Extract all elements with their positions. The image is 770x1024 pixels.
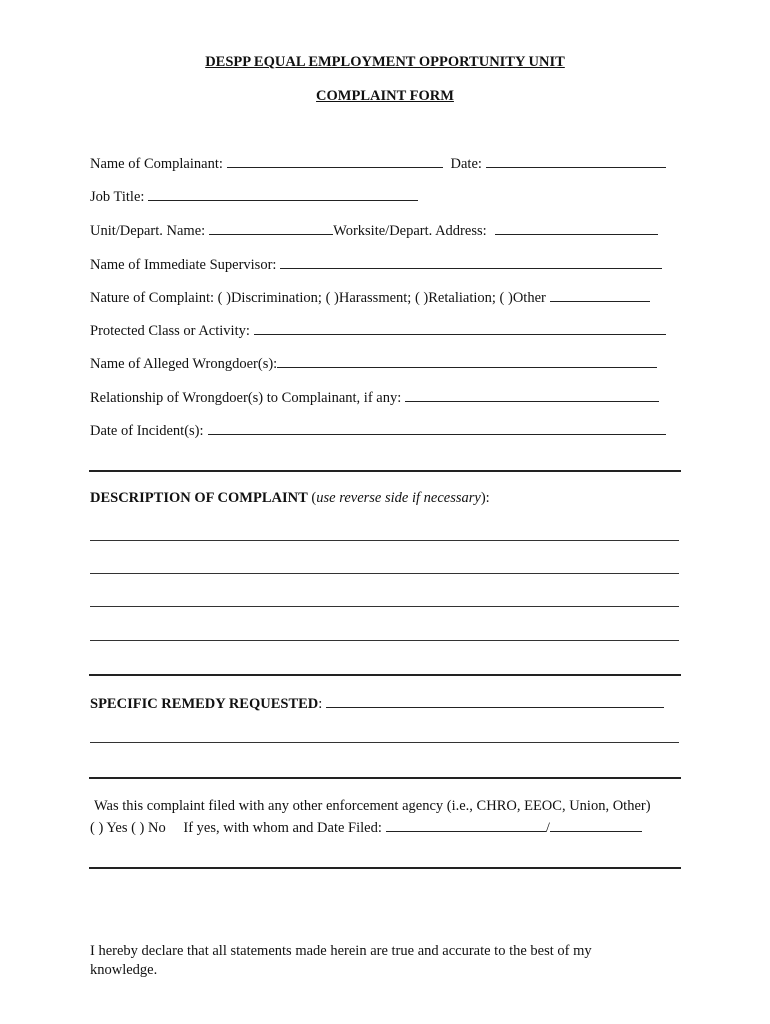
description-heading: DESCRIPTION OF COMPLAINT	[90, 490, 308, 506]
agency-follow-up-label: If yes, with whom and Date Filed:	[183, 820, 382, 836]
worksite-field[interactable]	[495, 220, 658, 235]
section-divider	[89, 470, 681, 472]
unit-label: Unit/Depart. Name:	[90, 223, 206, 239]
description-line[interactable]	[90, 540, 679, 541]
description-line[interactable]	[90, 573, 679, 574]
date-label: Date:	[450, 156, 482, 172]
no-checkbox[interactable]: ( ) No	[131, 820, 166, 836]
job-title-field[interactable]	[148, 186, 418, 201]
relationship-row	[90, 387, 680, 407]
remedy-line[interactable]	[90, 742, 679, 743]
agency-name-field[interactable]	[386, 817, 546, 832]
job-title-row	[90, 186, 680, 206]
supervisor-field[interactable]	[280, 254, 662, 269]
form-title: COMPLAINT FORM	[316, 88, 454, 104]
worksite-label: Worksite/Depart. Address:	[333, 223, 487, 239]
protected-row	[90, 320, 680, 340]
nature-row	[90, 287, 680, 307]
remedy-heading: SPECIFIC REMEDY REQUESTED	[90, 696, 319, 712]
description-heading-row	[90, 490, 680, 507]
checkbox-retaliation[interactable]: ( )Retaliation;	[414, 290, 496, 306]
wrongdoer-label: Name of Alleged Wrongdoer(s):	[90, 356, 278, 372]
description-close: ):	[480, 490, 490, 506]
relationship-label: Relationship of Wrongdoer(s) to Complainant, if any:	[90, 390, 402, 406]
relationship-field[interactable]	[405, 387, 659, 402]
supervisor-label: Name of Immediate Supervisor:	[90, 257, 277, 273]
checkbox-discrimination[interactable]: ( )Discrimination;	[217, 290, 322, 306]
description-line[interactable]	[90, 606, 679, 607]
complainant-row	[90, 153, 680, 173]
complainant-label: Name of Complainant:	[90, 156, 223, 172]
remedy-colon: :	[318, 696, 323, 712]
agency-question: Was this complaint filed with any other enforcement agency (i.e., CHRO, EEOC, Union, Other)	[94, 798, 651, 814]
section-divider	[89, 867, 681, 869]
description-note: use reverse side if necessary	[316, 490, 481, 506]
checkbox-other[interactable]: ( )Other	[499, 290, 546, 306]
checkbox-harassment[interactable]: ( )Harassment;	[325, 290, 412, 306]
wrongdoer-row	[90, 353, 680, 373]
yes-checkbox[interactable]: ( ) Yes	[90, 820, 128, 836]
complainant-field[interactable]	[227, 153, 443, 168]
agency-date-field[interactable]	[550, 817, 642, 832]
date-field[interactable]	[486, 153, 666, 168]
nature-label: Nature of Complaint:	[90, 290, 215, 306]
agency-answer-row	[90, 817, 642, 837]
agency-slash: /	[545, 820, 550, 836]
declaration-text: I hereby declare that all statements made herein are true and accurate to the best of my knowledge.	[90, 943, 592, 978]
unit-row	[90, 220, 680, 240]
incident-date-field[interactable]	[208, 420, 666, 435]
remedy-field[interactable]	[326, 693, 664, 708]
description-line[interactable]	[90, 640, 679, 641]
other-field[interactable]	[550, 287, 650, 302]
unit-heading: DESPP EQUAL EMPLOYMENT OPPORTUNITY UNIT	[205, 54, 565, 70]
section-divider	[89, 777, 681, 779]
supervisor-row	[90, 254, 680, 274]
section-divider	[89, 674, 681, 676]
unit-field[interactable]	[209, 220, 333, 235]
wrongdoer-field[interactable]	[277, 353, 657, 368]
protected-field[interactable]	[254, 320, 666, 335]
protected-label: Protected Class or Activity:	[90, 323, 250, 339]
incident-date-row	[90, 420, 680, 440]
description-open-paren: (	[307, 490, 317, 506]
incident-date-label: Date of Incident(s):	[90, 423, 204, 439]
remedy-row	[90, 693, 680, 713]
job-title-label: Job Title:	[90, 189, 145, 205]
